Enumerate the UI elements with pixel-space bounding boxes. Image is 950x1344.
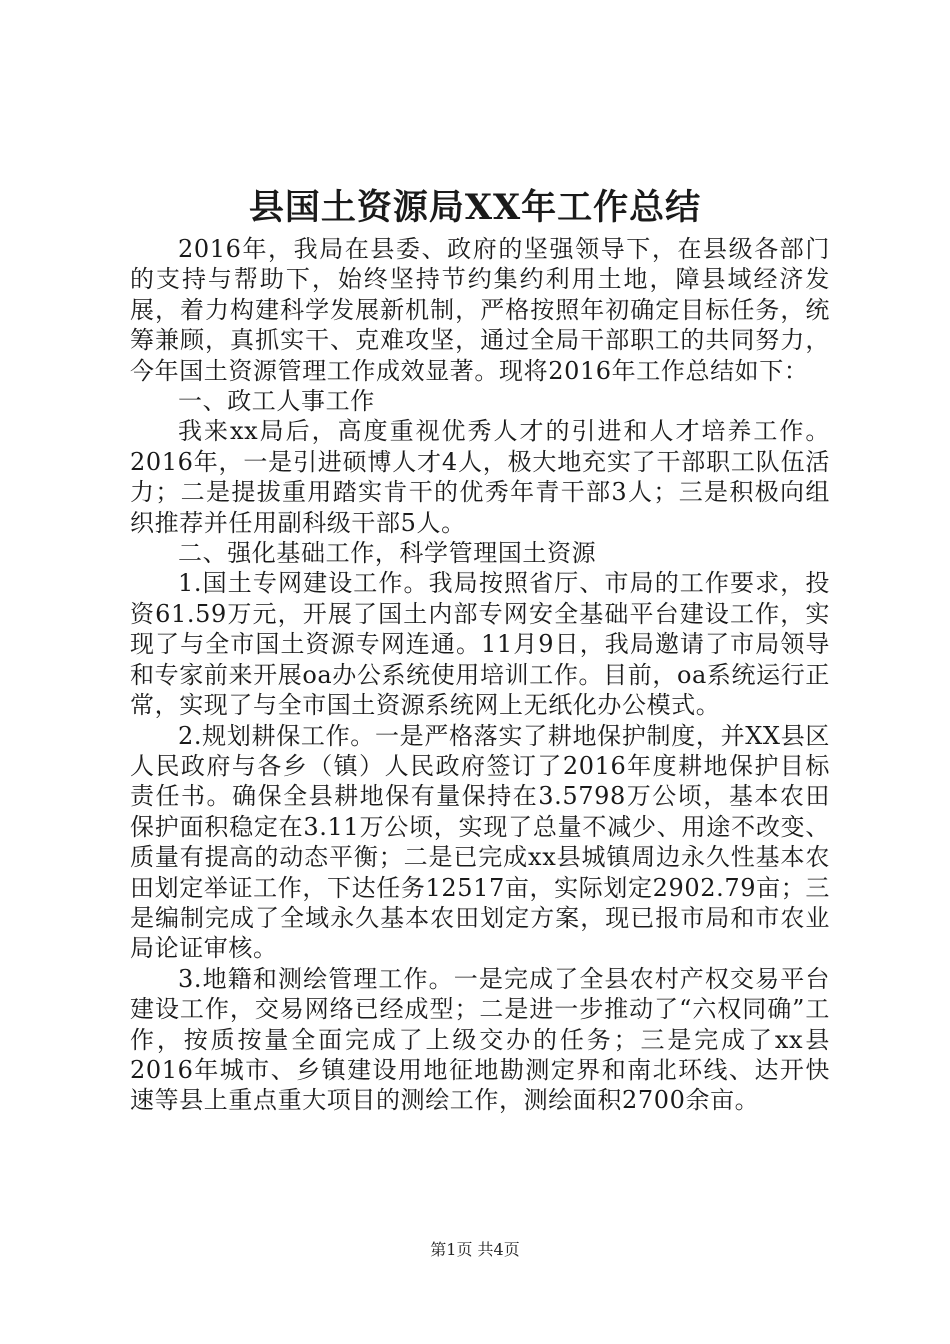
section-heading-foundation: 二、强化基础工作，科学管理国土资源 bbox=[178, 539, 597, 568]
document-title: 县国土资源局XX年工作总结 bbox=[248, 187, 702, 228]
paragraph-personnel: 我来xx局后，高度重视优秀人才的引进和人才培养工作。2016年，一是引进硕博人才4人，极大地充实了干部职工队伍活力；二是提拔重用踏实肯干的优秀年青干部3人；三是积极向组织推荐并任用副科级干部5人。 bbox=[130, 417, 830, 537]
paragraph-intro: 2016年，我局在县委、政府的坚强领导下，在县级各部门的支持与帮助下，始终坚持节约集约利用土地，障县域经济发展，着力构建科学发展新机制，严格按照年初确定目标任务，统筹兼顾，真抓实干、克难攻坚，通过全局干部职工的共同努力，今年国土资源管理工作成效显著。现将2016年工作总结如下： bbox=[130, 235, 830, 385]
paragraph-farmland: 2.规划耕保工作。一是严格落实了耕地保护制度，并XX县区人民政府与各乡（镇）人民政府签订了2016年度耕地保护目标责任书。确保全县耕地保有量保持在3.5798万公顷，基本农田保护面积稳定在3.11万公顷，实现了总量不减少、用途不改变、质量有提高的动态平衡；二是已完成xx县城镇周边永久性基本农田划定举证工作，下达任务12517亩，实际划定2902.79亩；三是编制完成了全域永久基本农田划定方案，现已报市局和市农业局论证审核。 bbox=[130, 721, 830, 963]
page-number-footer: 第1页 共4页 bbox=[430, 1240, 520, 1259]
document-body bbox=[130, 234, 830, 1116]
section-heading-personnel: 一、政工人事工作 bbox=[178, 387, 375, 416]
paragraph-cadastre: 3.地籍和测绘管理工作。一是完成了全县农村产权交易平台建设工作，交易网络已经成型；二是进一步推动了“六权同确”工作，按质按量全面完成了上级交办的任务；三是完成了xx县2016年城市、乡镇建设用地征地勘测定界和南北环线、达开快速等县上重点重大项目的测绘工作，测绘面积2700余亩。 bbox=[130, 964, 830, 1115]
paragraph-network: 1.国土专网建设工作。我局按照省厅、市局的工作要求，投资61.59万元，开展了国土内部专网安全基础平台建设工作，实现了与全市国土资源专网连通。11月9日，我局邀请了市局领导和专家前来开展oa办公系统使用培训工作。目前，oa系统运行正常，实现了与全市国土资源系统网上无纸化办公模式。 bbox=[130, 569, 830, 720]
